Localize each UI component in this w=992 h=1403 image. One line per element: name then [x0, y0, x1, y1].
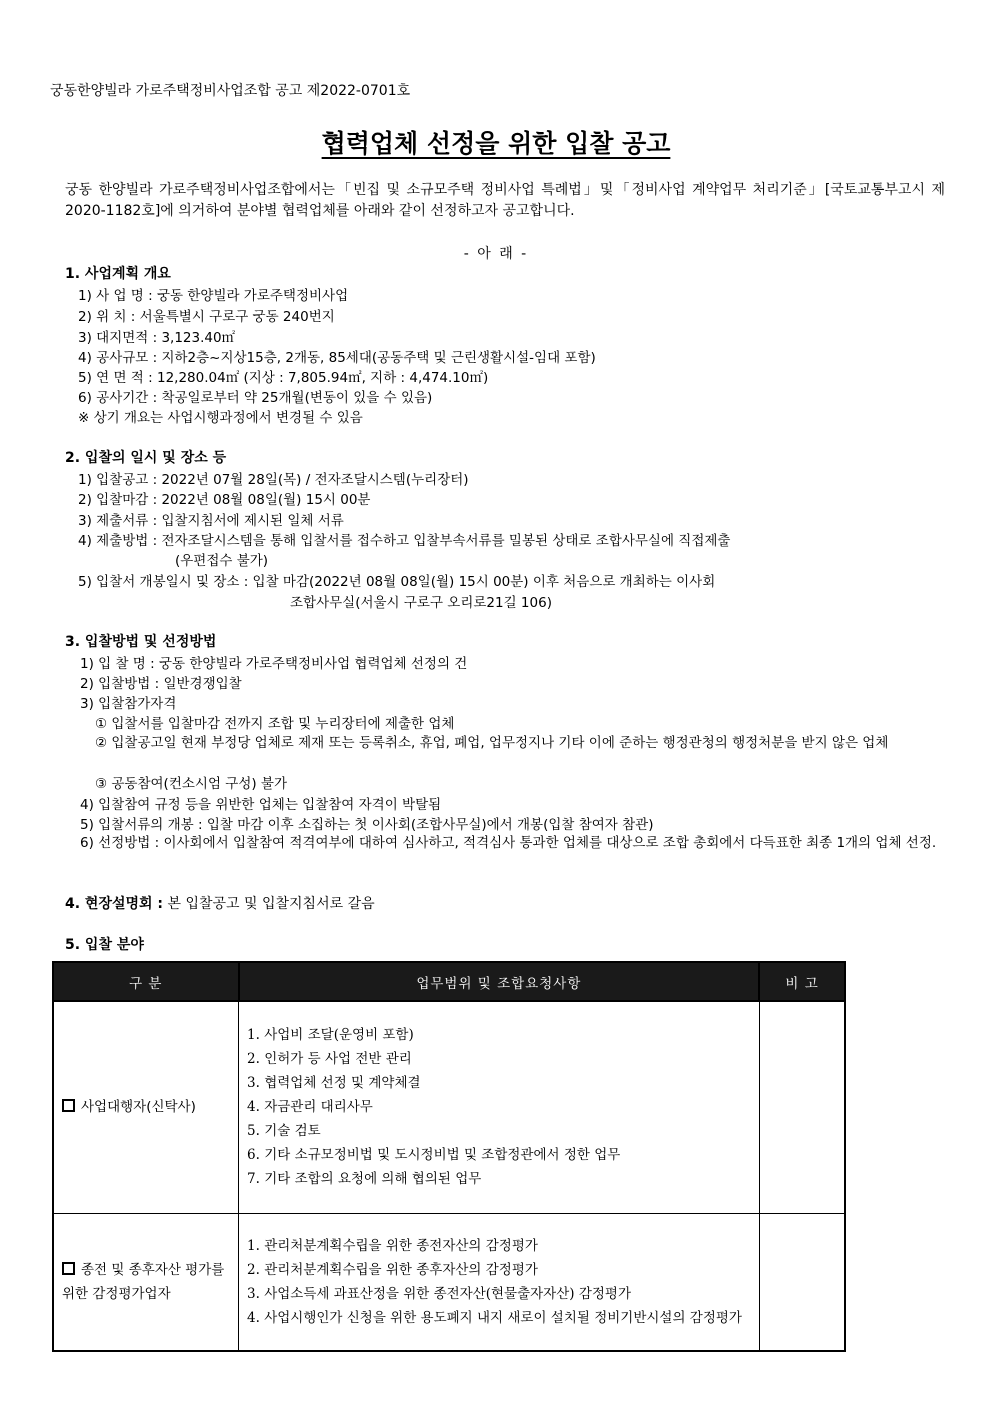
s2-item: 2) 입찰마감 : 2022년 08월 08일(월) 15시 00분 — [78, 492, 371, 508]
section-4-heading: 4. 현장설명회 : — [65, 896, 164, 912]
s2-item: 3) 제출서류 : 입찰지침서에 제시된 일체 서류 — [78, 513, 344, 529]
below-marker: - 아 래 - — [463, 246, 529, 262]
scope-item: 5. 기술 검토 — [247, 1123, 321, 1140]
s1-item: 2) 위 치 : 서울특별시 구로구 궁동 240번지 — [78, 309, 335, 325]
s1-item: 6) 공사기간 : 착공일로부터 약 25개월(변동이 있을 수 있음) — [78, 390, 433, 406]
s2-item-cont: (우편접수 불가) — [175, 553, 269, 569]
s1-item: 4) 공사규모 : 지하2층~지상15층, 2개동, 85세대(공동주택 및 근린생활시설-임대 포함) — [78, 350, 596, 366]
s2-item-cont: 조합사무실(서울시 구로구 오리로21길 106) — [290, 595, 552, 611]
s3-item: 2) 입찰방법 : 일반경쟁입찰 — [80, 676, 242, 692]
s3-subitem: ① 입찰서를 입찰마감 전까지 조합 및 누리장터에 제출한 업체 — [95, 716, 455, 732]
note-cell — [759, 1001, 845, 1213]
title-text: 협력업체 선정을 위한 입찰 공고 — [321, 129, 671, 158]
header-scope: 업무범위 및 조합요청사항 — [239, 962, 760, 1001]
s3-subitem: ② 입찰공고일 현재 부정당 업체로 제재 또는 등록취소, 휴업, 폐업, 업무정지나 기타 이에 준하는 행정관청의 행정처분을 받지 않은 업체 — [95, 735, 889, 751]
header-note: 비 고 — [759, 962, 845, 1001]
s3-item: 5) 입찰서류의 개봉 : 입찰 마감 이후 소집하는 첫 이사회(조합사무실)에서 개봉(입찰 참여자 참관) — [80, 817, 654, 833]
intro-paragraph: 궁동 한양빌라 가로주택정비사업조합에서는「빈집 및 소규모주택 정비사업 특례법」및「정비사업 계약업무 처리기준」[국토교통부고시 제2020-1182호]에 의거하여 분야별 협력업체를 아래와 같이 선정하고자 공고합니다. — [65, 182, 945, 219]
s1-note: ※ 상기 개요는 사업시행과정에서 변경될 수 있음 — [78, 410, 363, 426]
s3-item: 3) 입찰참가자격 — [80, 696, 177, 712]
document-number: 궁동한양빌라 가로주택정비사업조합 공고 제2022-0701호 — [50, 83, 411, 99]
s2-item: 4) 제출방법 : 전자조달시스템을 통해 입찰서를 접수하고 입찰부속서류를 밀봉된 상태로 조합사무실에 직접제출 — [78, 533, 731, 549]
table-row — [53, 1001, 845, 1213]
scope-item: 2. 관리처분계획수립을 위한 종후자산의 감정평가 — [247, 1261, 538, 1278]
scope-item: 4. 자금관리 대리사무 — [247, 1099, 373, 1116]
s2-item: 5) 입찰서 개봉일시 및 장소 : 입찰 마감(2022년 08월 08일(월) 15시 00분) 이후 처음으로 개최하는 이사회 — [78, 574, 716, 590]
page-title — [0, 124, 992, 160]
scope-item: 3. 사업소득세 과표산정을 위한 종전자산(현물출자자산) 감정평가 — [247, 1285, 631, 1302]
category-cell — [53, 1001, 239, 1213]
s1-item: 3) 대지면적 : 3,123.40㎡ — [78, 330, 236, 346]
s2-item: 1) 입찰공고 : 2022년 07월 28일(목) / 전자조달시스템(누리장터) — [78, 472, 469, 488]
section-5-heading: 5. 입찰 분야 — [65, 937, 144, 953]
checkbox-icon — [62, 1099, 75, 1112]
scope-item: 4. 사업시행인가 신청을 위한 용도폐지 내지 새로이 설치될 정비기반시설의 감정평가 — [247, 1309, 742, 1326]
category-cell — [53, 1213, 239, 1351]
table-row — [53, 1213, 845, 1351]
note-cell — [759, 1213, 845, 1351]
bid-field-table — [52, 961, 846, 1352]
s1-item: 1) 사 업 명 : 궁동 한양빌라 가로주택정비사업 — [78, 288, 349, 304]
section-1-heading: 1. 사업계획 개요 — [65, 266, 171, 282]
section-4 — [65, 893, 375, 913]
scope-item: 1. 사업비 조달(운영비 포함) — [247, 1027, 414, 1044]
s3-subitem: ③ 공동참여(컨소시엄 구성) 불가 — [95, 776, 288, 792]
scope-item: 7. 기타 조합의 요청에 의해 협의된 업무 — [247, 1171, 482, 1188]
scope-item: 1. 관리처분계획수립을 위한 종전자산의 감정평가 — [247, 1237, 538, 1254]
table-header-row — [53, 962, 845, 1001]
s3-item: 6) 선정방법 : 이사회에서 입찰참여 적격여부에 대하여 심사하고, 적격심사 통과한 업체를 대상으로 조합 총회에서 다득표한 최종 1개의 업체 선정. — [80, 835, 937, 851]
scope-item: 6. 기타 소규모정비법 및 도시정비법 및 조합정관에서 정한 업무 — [247, 1147, 621, 1164]
s1-item: 5) 연 면 적 : 12,280.04㎡ (지상 : 7,805.94㎡, 지하 : 4,474.10㎡) — [78, 370, 489, 386]
section-2-heading: 2. 입찰의 일시 및 장소 등 — [65, 450, 227, 466]
section-4-text: 본 입찰공고 및 입찰지침서로 갈음 — [163, 896, 375, 912]
category-label: 종전 및 종후자산 평가를 위한 감정평가업자 — [62, 1261, 225, 1302]
header-category: 구 분 — [53, 962, 239, 1001]
checkbox-icon — [62, 1262, 75, 1275]
s3-item: 1) 입 찰 명 : 궁동 한양빌라 가로주택정비사업 협력업체 선정의 건 — [80, 656, 468, 672]
scope-cell — [239, 1001, 760, 1213]
category-label: 사업대행자(신탁사) — [81, 1099, 196, 1116]
scope-cell — [239, 1213, 760, 1351]
section-3-heading: 3. 입찰방법 및 선정방법 — [65, 634, 217, 650]
s3-item: 4) 입찰참여 규정 등을 위반한 업체는 입찰참여 자격이 박탈됨 — [80, 797, 442, 813]
scope-item: 3. 협력업체 선정 및 계약체결 — [247, 1075, 421, 1092]
scope-item: 2. 인허가 등 사업 전반 관리 — [247, 1051, 412, 1068]
